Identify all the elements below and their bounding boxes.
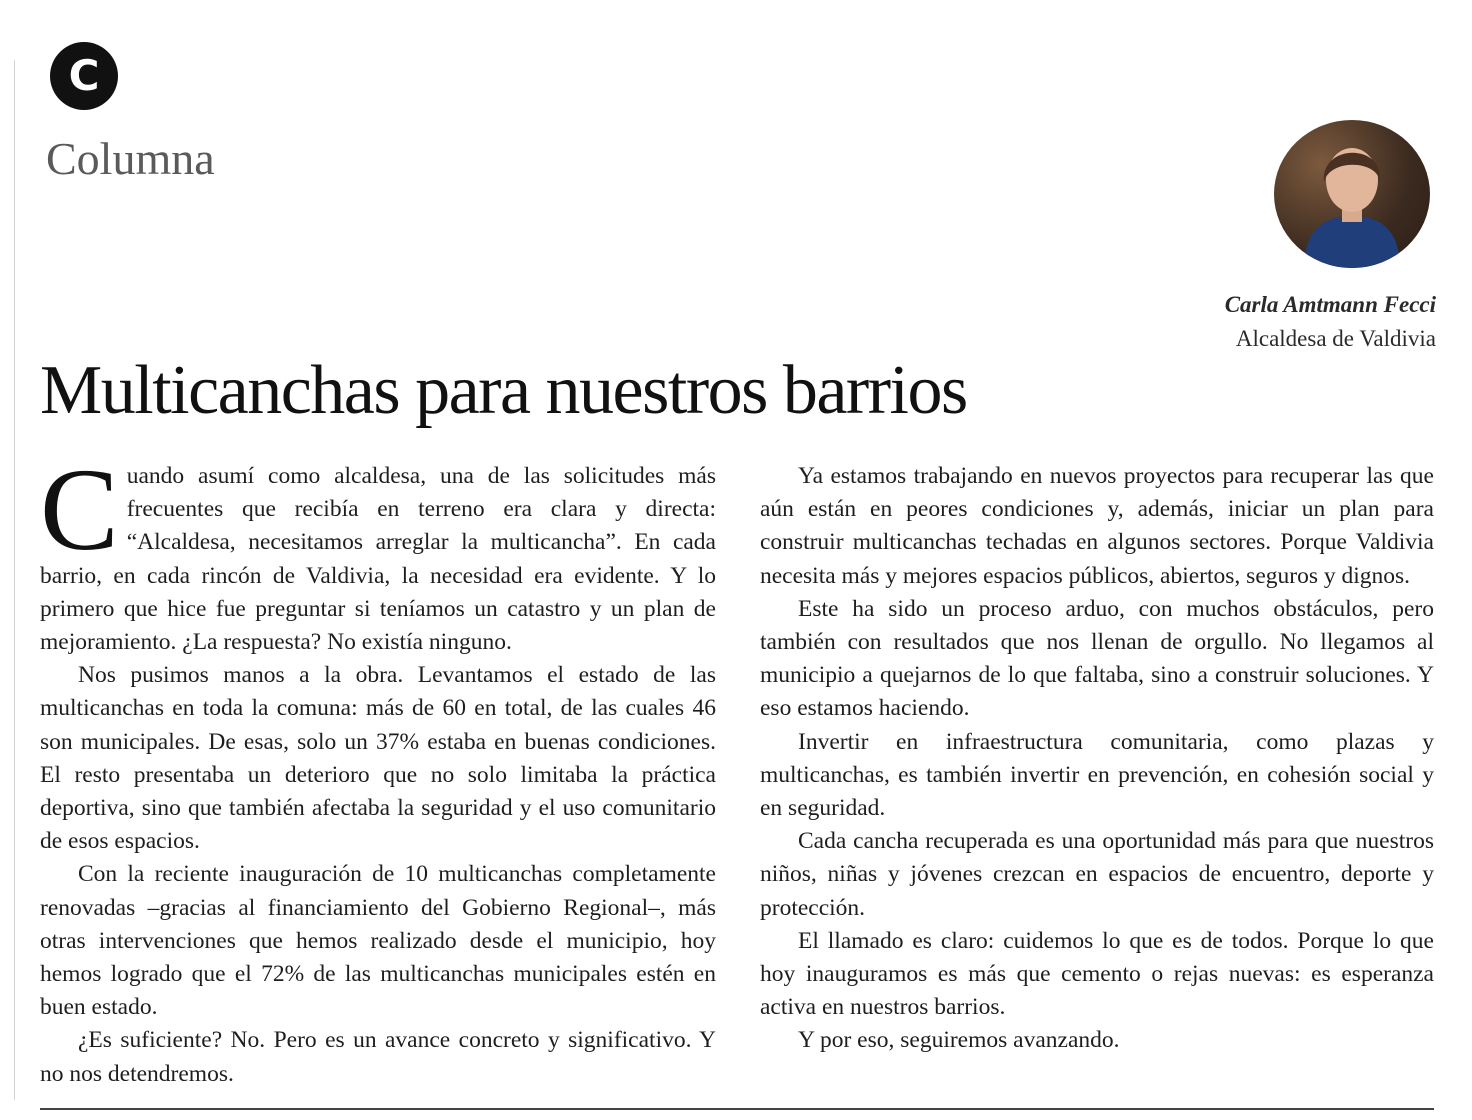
author-role: Alcaldesa de Valdivia bbox=[1235, 326, 1436, 351]
section-label: Columna bbox=[46, 133, 215, 184]
portrait-illustration bbox=[1274, 120, 1430, 268]
author-name: Carla Amtmann Fecci bbox=[1224, 292, 1436, 317]
article-column-left bbox=[40, 444, 716, 1091]
article-paragraph: Ya estamos trabajando en nuevos proyectos para recuperar las que aún están en peores condiciones y, además, iniciar un plan para construir multicanchas techadas en algunos sectores. Porque Valdivia necesita más y mejores espacios públicos, abiertos, seguros y dignos. bbox=[760, 463, 1434, 589]
article-paragraph: Cada cancha recuperada es una oportunidad más para que nuestros niños, niñas y jóvenes crezcan en espacios de encuentro, deporte y protección. bbox=[760, 828, 1434, 921]
article-paragraph: El llamado es claro: cuidemos lo que es de todos. Porque lo que hoy inauguramos es más que cemento o rejas nuevas: es esperanza activa en nuestros barrios. bbox=[760, 927, 1434, 1021]
article-paragraph: Este ha sido un proceso arduo, con muchos obstáculos, pero también con resultados que nos llenan de orgullo. No llegamos al municipio a quejarnos de lo que faltaba, sino a construir soluciones. Y eso estamos haciendo. bbox=[760, 595, 1434, 722]
bottom-rule bbox=[40, 1108, 1434, 1110]
left-margin-rule bbox=[14, 60, 15, 1100]
section-logo-icon: C bbox=[50, 42, 118, 110]
drop-cap: C bbox=[40, 444, 119, 575]
article-paragraph bbox=[40, 444, 716, 659]
headline: Multicanchas para nuestros barrios bbox=[40, 352, 967, 429]
article-paragraph: ¿Es suficiente? No. Pero es un avance concreto y significativo. Y no nos detendremos. bbox=[40, 1027, 716, 1087]
article-column-right bbox=[760, 460, 1434, 1058]
article-paragraph: Invertir en infraestructura comunitaria, como plazas y multicanchas, es también invertir en prevención, en cohesión social y en seguridad. bbox=[760, 728, 1434, 822]
author-portrait bbox=[1274, 120, 1430, 268]
article-paragraph: Y por eso, seguiremos avanzando. bbox=[798, 1027, 1120, 1054]
article-paragraph: Nos pusimos manos a la obra. Levantamos el estado de las multicanchas en toda la comuna: más de 60 en total, de las cuales 46 son municipales. De esas, solo un 37% estaba en buenas condiciones. El resto presentaba un deterioro que no solo limitaba la práctica deportiva, sino que también afectaba la seguridad y el uso comunitario de esos espacios. bbox=[40, 662, 716, 855]
paragraph-text: uando asumí como alcaldesa, una de las solicitudes más frecuentes que recibía en terreno era clara y directa: “Alcaldesa, necesitamos arreglar la multicancha”. En cada barrio, en cada rincón de Valdivia, la necesidad era evidente. Y lo primero que hice fue preguntar si teníamos un catastro y un plan de mejoramiento. ¿La respuesta? No existía ninguno. bbox=[40, 463, 716, 656]
article-paragraph: Con la reciente inauguración de 10 multicanchas completamente renovadas –gracias al financiamiento del Gobierno Regional–, más otras intervenciones que hemos realizado desde el municipio, hoy hemos logrado que el 72% de las multicanchas municipales estén en buen estado. bbox=[40, 861, 716, 1021]
